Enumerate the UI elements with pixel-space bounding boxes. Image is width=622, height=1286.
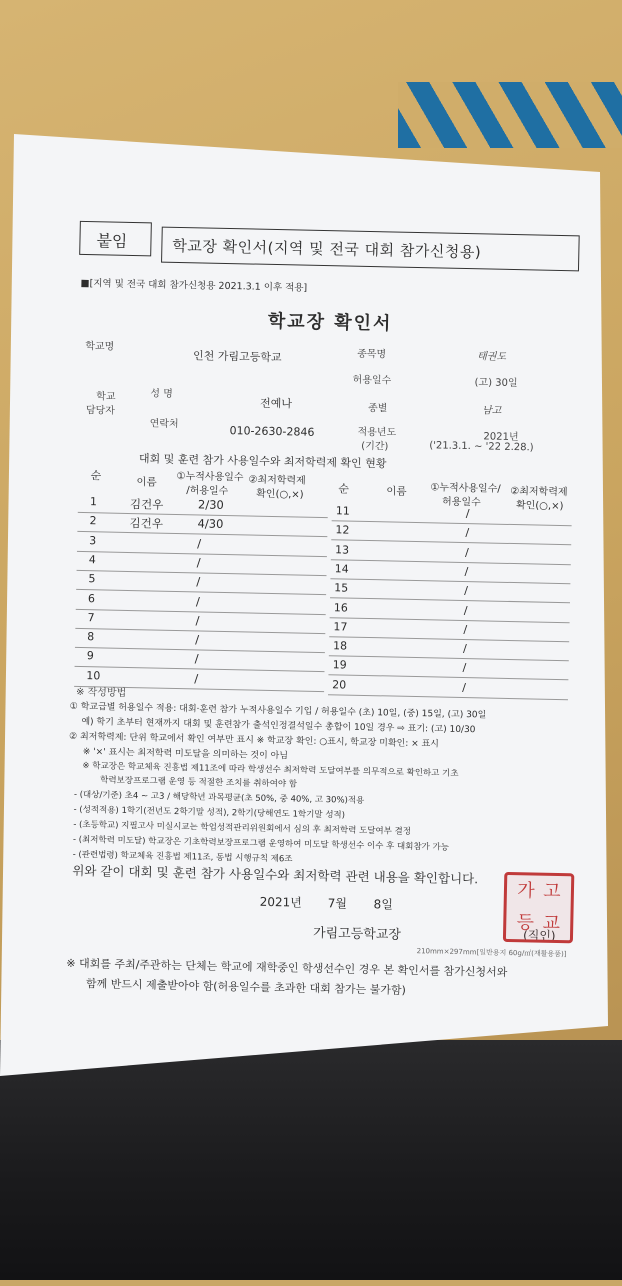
note-8: - (최저학력 미도달) 학교장은 기초학력보장프로그램 운영하여 미도달 학생선수 이수 후 대회참가 가능 — [72, 834, 450, 853]
form-title-box — [161, 227, 580, 272]
row-used-days-right: / — [464, 564, 469, 578]
attachment-label: 붙임 — [96, 231, 128, 251]
header-used-right-2: 허용일수 — [441, 496, 481, 509]
row-number: 4 — [88, 553, 96, 567]
row-used-days: / — [194, 651, 199, 666]
note-3: ※ '×' 표시는 최저학력 미도달을 의미하는 것이 아님 — [82, 747, 289, 762]
row-used-days-right: / — [464, 545, 469, 559]
header-grade-right-2: 확인(○,×) — [515, 500, 564, 513]
row-divider — [75, 647, 325, 653]
row-divider — [332, 520, 572, 526]
days-value: (고) 30일 — [474, 377, 518, 390]
date-day: 8일 — [373, 897, 394, 912]
row-divider — [329, 636, 569, 642]
row-divider — [330, 617, 570, 623]
official-seal-stamp — [503, 872, 574, 943]
row-number-right: 11 — [335, 504, 351, 518]
seal-char: 고 — [543, 880, 561, 903]
row-number: 9 — [86, 649, 94, 663]
row-used-days: / — [194, 671, 199, 686]
row-used-days: 4/30 — [197, 516, 224, 532]
row-number: 10 — [86, 668, 101, 683]
header-used-2: /허용일수 — [186, 485, 229, 498]
row-number-right: 13 — [334, 542, 350, 557]
row-used-days-right: / — [462, 642, 467, 656]
school-value: 인천 가림고등학교 — [192, 349, 282, 365]
confirm-text: 위와 같이 대회 및 훈련 참가 사용일수와 최저학력 관련 내용을 확인합니다. — [72, 862, 479, 887]
note-2: ② 최저학력제: 단위 학교에서 확인 여부만 표시 ※ 학교장 확인: ○표시, 학교장 미확인: × 표시 — [68, 731, 440, 750]
note-1b: 예) 학기 초부터 현재까지 대회 및 훈련참가 출석인정결석일수 총합이 10일 경우 ⇨ 표기: (고) 10/30 — [81, 717, 476, 736]
row-number-right: 15 — [334, 581, 349, 595]
row-used-days: / — [195, 613, 200, 628]
year-sub: (기간) — [361, 440, 389, 453]
row-number-right: 14 — [334, 562, 349, 576]
row-divider — [75, 628, 325, 634]
year-label: 적용년도 — [357, 426, 397, 439]
header-name: 이름 — [136, 476, 157, 489]
header-no: 순 — [90, 469, 102, 483]
category-label: 종별 — [367, 402, 388, 415]
row-divider — [328, 675, 568, 681]
document-title: 학교장 확인서 — [267, 310, 393, 335]
note-7: - (초등학교) 지필고사 미실시교는 학업성적관리위원회에서 심의 후 최저학력 도달여부 결정 — [73, 819, 412, 837]
period-value: ('21.3.1. ~ '22 2.28.) — [429, 440, 534, 454]
attachment-box — [79, 221, 152, 257]
row-number-right: 16 — [333, 600, 348, 615]
row-used-days-right: / — [465, 526, 470, 540]
row-divider — [77, 570, 327, 576]
row-number: 7 — [87, 610, 95, 625]
row-used-days-right: / — [464, 584, 469, 598]
footer-note-2: 함께 반드시 제출받아야 함(허용일수를 초과한 대회 참가는 불가함) — [85, 977, 406, 997]
row-number: 8 — [87, 630, 95, 644]
row-divider — [76, 608, 326, 614]
row-number: 6 — [87, 591, 96, 605]
name-value: 전예나 — [259, 396, 293, 411]
note-9: - (관련법령) 학교체육 진흥법 제11조, 동법 시행규칙 제6조 — [72, 849, 293, 865]
row-used-days-right: / — [463, 603, 468, 617]
contact-value: 010-2630-2846 — [229, 424, 315, 439]
teacher-label-1: 학교 — [96, 391, 116, 403]
row-number-right: 12 — [335, 523, 350, 537]
paper-size-note: 210mm×297mm[일반용지 60g/㎡(재활용품)] — [416, 947, 567, 959]
note-1: ① 학교급별 허용일수 적용: 대회·훈련 참가 누적사용일수 기입 / 허용일수 (초) 10일, (중) 15일, (고) 30일 — [69, 701, 487, 721]
header-used-1: ①누적사용일수 — [176, 470, 244, 484]
event-value: 태권도 — [477, 351, 507, 363]
row-divider — [331, 540, 571, 546]
year-value: 2021년 — [483, 431, 519, 444]
row-number-right: 20 — [332, 677, 347, 692]
header-used-right-1: ①누적사용일수/ — [430, 482, 501, 495]
row-number: 5 — [88, 572, 96, 586]
note-4b: 학력보장프로그램 운영 등 적절한 조치를 취하여야 함 — [100, 775, 298, 790]
seal-char: 가 — [517, 880, 535, 902]
table-title: 대회 및 훈련 참가 사용일수와 최저학력제 확인 현황 — [138, 452, 387, 471]
seal-char: 교 — [542, 912, 561, 935]
header-name-right: 이름 — [386, 485, 407, 498]
row-divider — [77, 531, 327, 537]
row-number: 2 — [89, 514, 97, 528]
category-value: 남고 — [481, 405, 502, 417]
seal-label: (직인) — [522, 928, 556, 944]
contact-label: 연락처 — [149, 418, 179, 430]
row-divider — [329, 655, 569, 661]
row-used-days: / — [195, 593, 200, 608]
row-number: 1 — [89, 495, 98, 509]
row-used-days: / — [194, 632, 200, 647]
note-5: - (대상/기준) 초4 ~ 고3 / 해당학년 과목평균(초 50%, 중 40%, 고 30%)적용 — [73, 789, 365, 806]
row-name: 김건우 — [129, 516, 164, 531]
row-used-days: / — [196, 555, 201, 570]
school-label: 학교명 — [85, 341, 115, 353]
days-label: 허용일수 — [352, 374, 392, 387]
row-number-right: 17 — [333, 620, 348, 634]
date-year: 2021년 — [259, 894, 302, 910]
row-used-days: / — [196, 574, 201, 589]
row-used-days-right: / — [462, 661, 467, 675]
seal-char: 등 — [516, 912, 535, 934]
row-divider — [77, 550, 327, 556]
row-used-days-right: / — [465, 507, 470, 521]
form-subtitle: ■[지역 및 전국 대회 참가신청용 2021.3.1 이후 적용] — [80, 277, 308, 294]
row-divider — [76, 589, 326, 595]
row-divider — [75, 666, 325, 672]
row-name: 김건우 — [129, 497, 164, 512]
row-divider — [331, 559, 571, 565]
row-number: 3 — [89, 533, 97, 547]
row-used-days-right: / — [463, 622, 468, 636]
header-grade-1: ②최저학력제 — [248, 474, 306, 487]
date-month: 7월 — [327, 896, 348, 911]
header-grade-right-1: ②최저학력제 — [510, 485, 568, 499]
row-used-days: / — [197, 536, 202, 551]
note-4: ※ 학교장은 학교체육 진흥법 제11조에 따라 학생선수 최저학력 도달여부를 의무적으로 확인하고 기초 — [82, 761, 459, 779]
note-6: - (성적적용) 1학기(전년도 2학기말 성적), 2학기(당해연도 1학기말 성적) — [73, 804, 346, 821]
row-divider — [328, 694, 568, 700]
form-title: 학교장 확인서(지역 및 전국 대회 참가신청용) — [172, 236, 482, 262]
row-used-days-right: / — [462, 680, 467, 694]
name-label: 성 명 — [150, 388, 173, 400]
event-label: 종목명 — [357, 348, 387, 361]
header-grade-2: 확인(○,×) — [256, 488, 304, 501]
row-number-right: 18 — [332, 639, 348, 653]
row-number-right: 19 — [332, 658, 347, 672]
header-no-right: 순 — [338, 482, 350, 496]
notes-heading: ※ 작성방법 — [75, 686, 127, 699]
row-divider — [330, 597, 570, 603]
principal-name: 가림고등학교장 — [312, 925, 402, 943]
teacher-label-2: 담당자 — [85, 405, 116, 417]
footer-note-1: ※ 대회를 주최/주관하는 단체는 학교에 재학중인 학생선수인 경우 본 확인서를 참가신청서와 — [66, 956, 508, 980]
row-divider — [330, 578, 570, 584]
row-used-days: 2/30 — [197, 497, 224, 512]
